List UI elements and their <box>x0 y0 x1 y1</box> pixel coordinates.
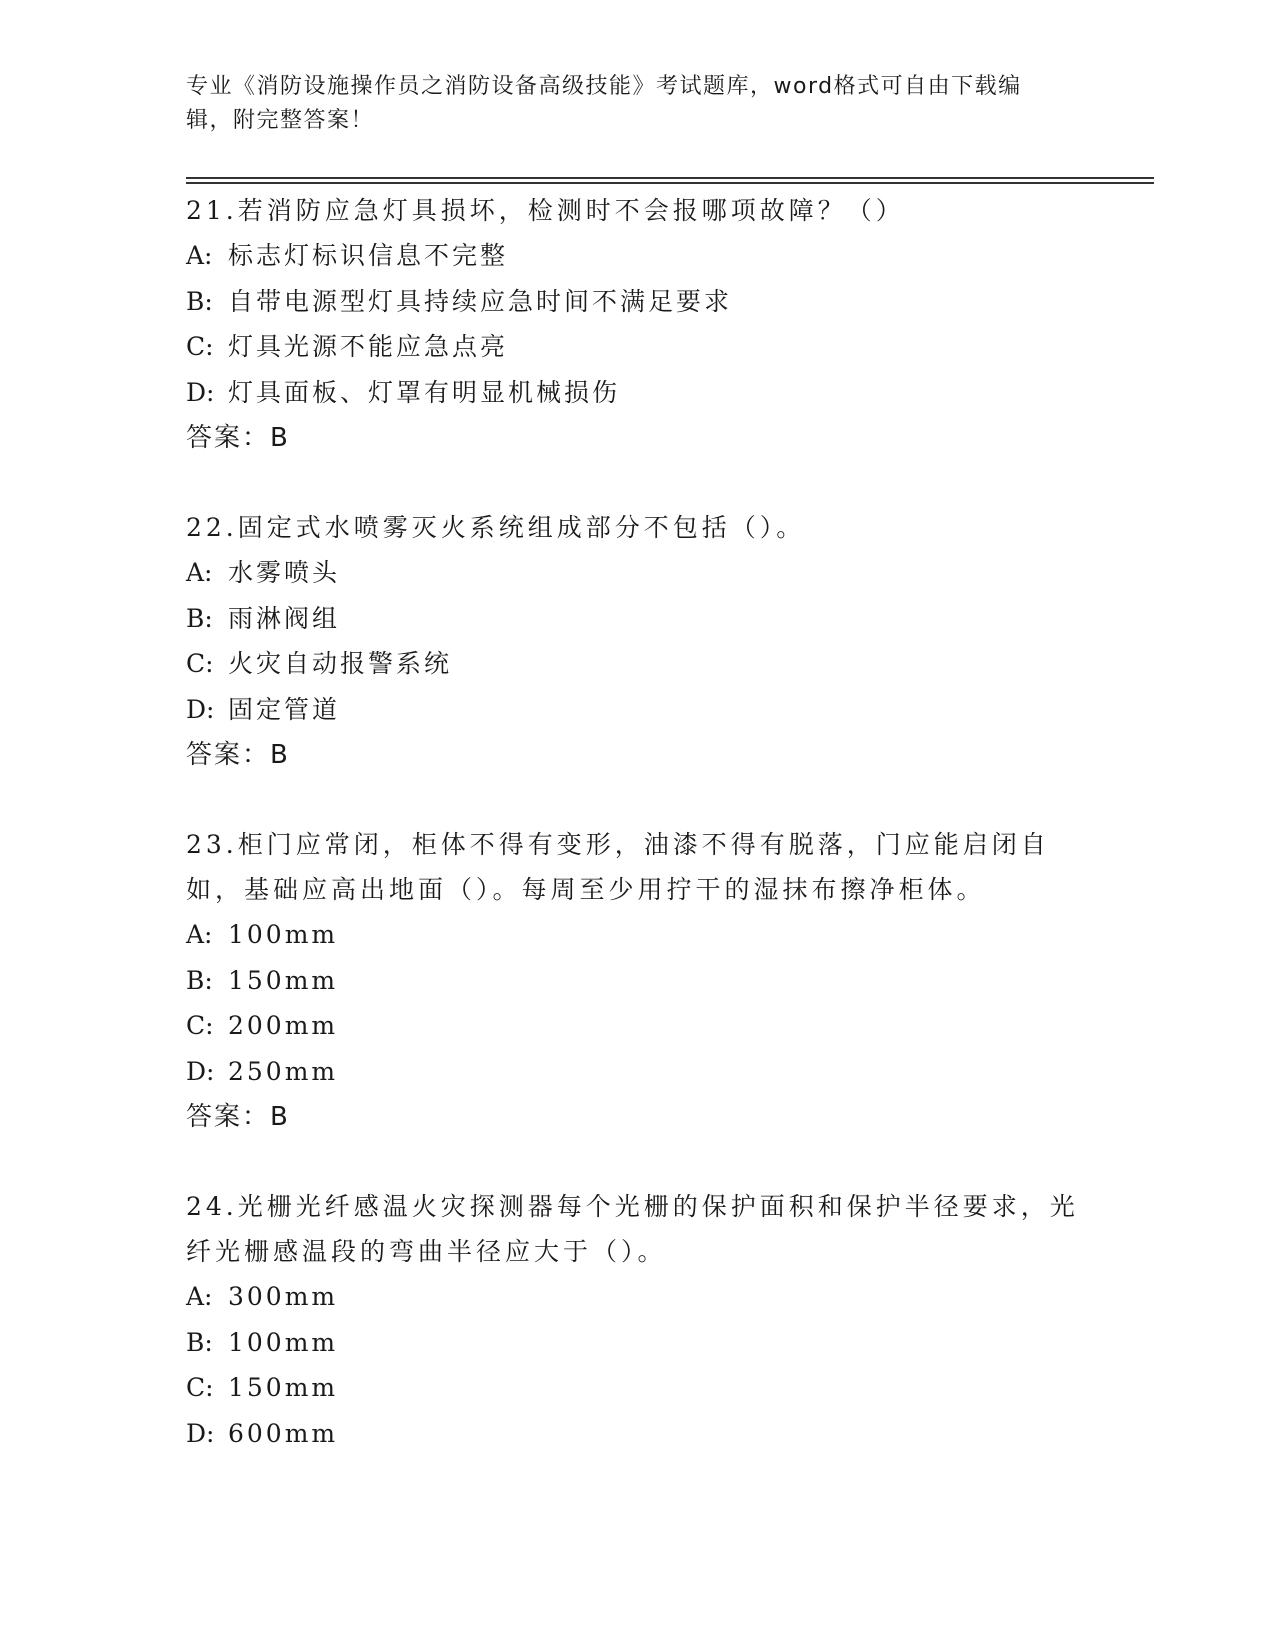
option-letter: B: <box>186 965 213 995</box>
answer-line: 答案：B <box>186 740 290 770</box>
option-letter: D: <box>186 377 215 407</box>
question-text: 23.柜门应常闭，柜体不得有变形，油漆不得有脱落，门应能启闭自如，基础应高出地面（）。每周至少用拧干的湿抹布擦净柜体。 <box>186 830 1050 904</box>
option-text: 灯具光源不能应急点亮 <box>228 332 509 361</box>
option-c <box>186 1365 1086 1411</box>
option-c <box>186 641 1086 687</box>
option-letter: C: <box>186 1373 214 1402</box>
option-text: 固定管道 <box>228 694 341 724</box>
option-letter: A: <box>186 1282 213 1311</box>
header-divider-top <box>186 177 1154 179</box>
option-letter: D: <box>186 1056 215 1086</box>
option-text: 标志灯标识信息不完整 <box>228 241 509 270</box>
answer-line: 答案：B <box>186 423 290 453</box>
option-letter: B: <box>186 1327 213 1357</box>
option-text: 300mm <box>228 1282 339 1311</box>
question-text: 24.光栅光纤感温火灾探测器每个光栅的保护面积和保护半径要求，光纤光栅感温段的弯曲半径应大于（）。 <box>186 1192 1079 1266</box>
option-a <box>186 233 1086 279</box>
option-letter: A: <box>186 920 213 949</box>
option-text: 150mm <box>228 965 339 995</box>
option-d <box>186 1049 1086 1095</box>
question-23 <box>186 822 1086 1140</box>
option-text: 水雾喷头 <box>228 558 341 587</box>
option-letter: C: <box>186 332 214 361</box>
option-b <box>186 279 1086 325</box>
option-text: 火灾自动报警系统 <box>228 649 453 678</box>
option-d <box>186 370 1086 416</box>
header-divider-bottom <box>186 182 1154 184</box>
question-24 <box>186 1184 1086 1456</box>
option-b <box>186 596 1086 642</box>
option-letter: D: <box>186 1418 215 1448</box>
option-c <box>186 1003 1086 1049</box>
option-letter: B: <box>186 286 213 316</box>
option-d <box>186 1411 1086 1457</box>
option-text: 600mm <box>228 1418 339 1448</box>
option-a <box>186 550 1086 596</box>
answer-line: 答案：B <box>186 1102 290 1132</box>
option-letter: A: <box>186 558 213 587</box>
option-letter: B: <box>186 603 213 633</box>
option-b <box>186 958 1086 1004</box>
option-a <box>186 1274 1086 1320</box>
option-letter: C: <box>186 1011 214 1040</box>
option-text: 100mm <box>228 1327 339 1357</box>
option-text: 灯具面板、灯罩有明显机械损伤 <box>228 377 621 407</box>
option-text: 200mm <box>228 1011 339 1040</box>
option-text: 100mm <box>228 920 339 949</box>
question-22 <box>186 505 1086 778</box>
question-list <box>186 188 1086 1500</box>
document-intro: 专业《消防设施操作员之消防设备高级技能》考试题库，word格式可自由下载编辑，附完整答案！ <box>186 74 1022 133</box>
option-text: 250mm <box>228 1056 339 1086</box>
option-a <box>186 912 1086 958</box>
question-text: 21.若消防应急灯具损坏，检测时不会报哪项故障？（） <box>186 196 905 225</box>
option-text: 自带电源型灯具持续应急时间不满足要求 <box>228 286 733 316</box>
option-letter: C: <box>186 649 214 678</box>
question-text: 22.固定式水喷雾灭火系统组成部分不包括（）。 <box>186 513 806 542</box>
option-d <box>186 687 1086 733</box>
option-letter: A: <box>186 241 213 270</box>
question-21 <box>186 188 1086 461</box>
option-letter: D: <box>186 694 215 724</box>
option-c <box>186 324 1086 370</box>
option-b <box>186 1320 1086 1366</box>
option-text: 150mm <box>228 1373 339 1402</box>
option-text: 雨淋阀组 <box>228 603 341 633</box>
